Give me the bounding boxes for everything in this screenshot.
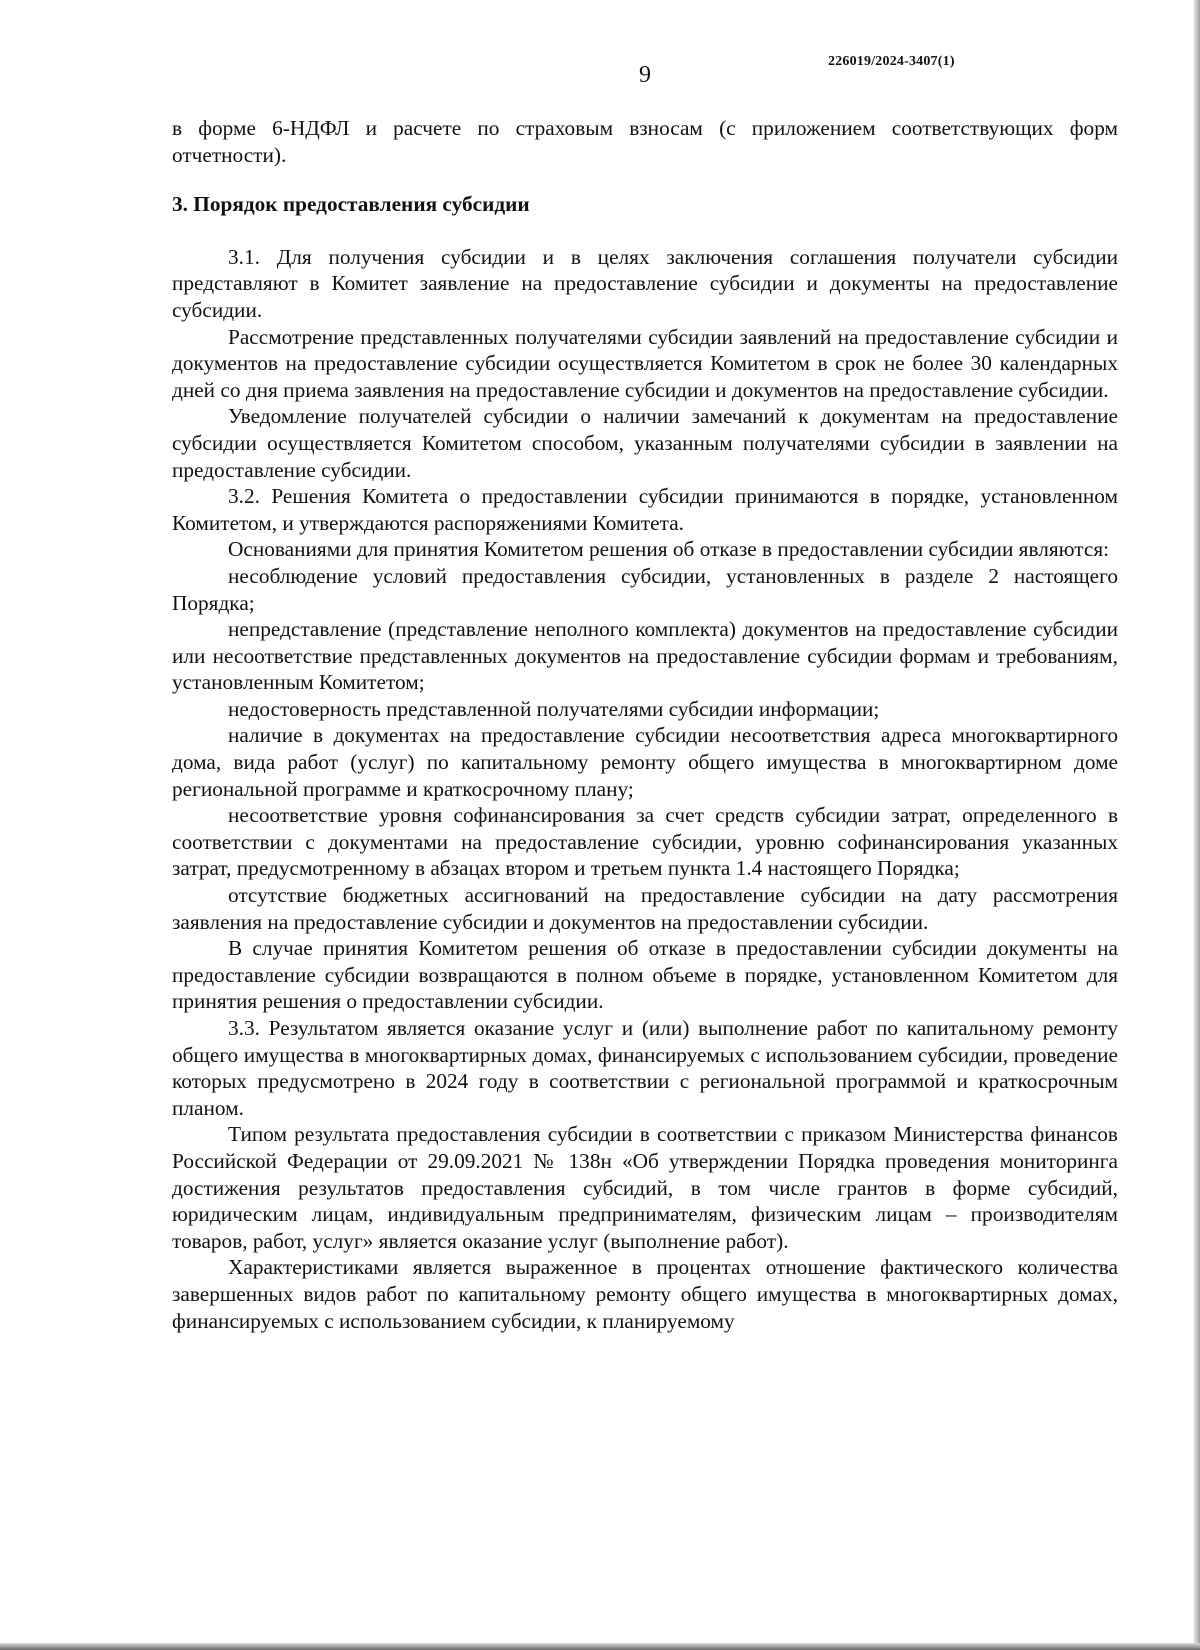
- paragraph-3-3: 3.3. Результатом является оказание услуг и (или) выполнение работ по капитальному ремонту общего имущества в многоквартирных домах, финансируемых с использованием субсидии, проведение которых предусмотрено в 2024 году в соответствии с региональной программой и краткосрочным планом.: [172, 1016, 1118, 1120]
- list-item-address-mismatch: наличие в документах на предоставление субсидии несоответствия адреса многоквартирного дома, вида работ (услуг) по капитальному ремонту общего имущества в многоквартирном доме региональной программе и краткосрочному плану;: [172, 723, 1118, 801]
- paragraph-characteristics: Характеристиками является выраженное в процентах отношение фактического количества завершенных видов работ по капитальному ремонту общего имущества в многоквартирных домах, финансируемых с использованием субсидии, к планируемому: [172, 1255, 1118, 1333]
- scan-edge-right: [1193, 0, 1200, 1650]
- list-item-unreliable-info: недостоверность представленной получателями субсидии информации;: [228, 696, 880, 721]
- document-id: 226019/2024-3407(1): [828, 54, 955, 69]
- paragraph-3-1: 3.1. Для получения субсидии и в целях заключения соглашения получатели субсидии представляют в Комитет заявление на предоставление субсидии и документы на предоставление субсидии.: [172, 244, 1118, 322]
- document-body: [172, 115, 1118, 1334]
- page-number: 9: [639, 62, 651, 88]
- section-heading: 3. Порядок предоставления субсидии: [172, 192, 530, 217]
- scan-edge-bottom: [0, 1643, 1200, 1650]
- list-item-cofinancing-mismatch: несоответствие уровня софинансирования за счет средств субсидии затрат, определенного в соответствии с документами на предоставление субсидии, уровню софинансирования указанных затрат, предусмотренному в абзацах втором и третьем пункта 1.4 настоящего Порядка;: [172, 803, 1118, 881]
- paragraph-notification: Уведомление получателей субсидии о наличии замечаний к документам на предоставление субсидии осуществляется Комитетом способом, указанным получателями субсидии в заявлении на предоставление субсидии.: [172, 404, 1118, 482]
- list-item-no-budget: отсутствие бюджетных ассигнований на предоставление субсидии на дату рассмотрения заявления на предоставление субсидии и документов на предоставлении субсидии.: [172, 883, 1118, 934]
- paragraph-documents-return: В случае принятия Комитетом решения об отказе в предоставлении субсидии документы на предоставление субсидии возвращаются в полном объеме в порядке, установленном Комитетом для принятия решения о предоставлении субсидии.: [172, 936, 1118, 1014]
- list-item-incomplete-documents: непредставление (представление неполного комплекта) документов на предоставление субсидии или несоответствие представленных документов на предоставление субсидии формам и требованиям, установленным Комитетом;: [172, 617, 1118, 695]
- paragraph-review-period: Рассмотрение представленных получателями субсидии заявлений на предоставление субсидии и документов на предоставление субсидии осуществляется Комитетом в срок не более 30 календарных дней со дня приема заявления на предоставление субсидии и документов на предоставление субсидии.: [172, 324, 1118, 402]
- paragraph-result-type: Типом результата предоставления субсидии в соответствии с приказом Министерства финансов Российской Федерации от 29.09.2021 № 138н «Об утверждении Порядка проведения мониторинга достижения результатов предоставления субсидий, в том числе грантов в форме субсидий, юридическим лицам, индивидуальным предпринимателям, физическим лицам – производителям товаров, работ, услуг» является оказание услуг (выполнение работ).: [172, 1122, 1118, 1253]
- paragraph-3-2: 3.2. Решения Комитета о предоставлении субсидии принимаются в порядке, установленном Комитетом, и утверждаются распоряжениями Комитета.: [172, 484, 1118, 535]
- paragraph-continuation: в форме 6-НДФЛ и расчете по страховым взносам (с приложением соответствующих форм отчетности).: [172, 116, 1118, 167]
- paragraph-refusal-grounds: Основаниями для принятия Комитетом решения об отказе в предоставлении субсидии являются:: [228, 537, 1110, 562]
- list-item-noncompliance: несоблюдение условий предоставления субсидии, установленных в разделе 2 настоящего Порядка;: [172, 563, 1118, 615]
